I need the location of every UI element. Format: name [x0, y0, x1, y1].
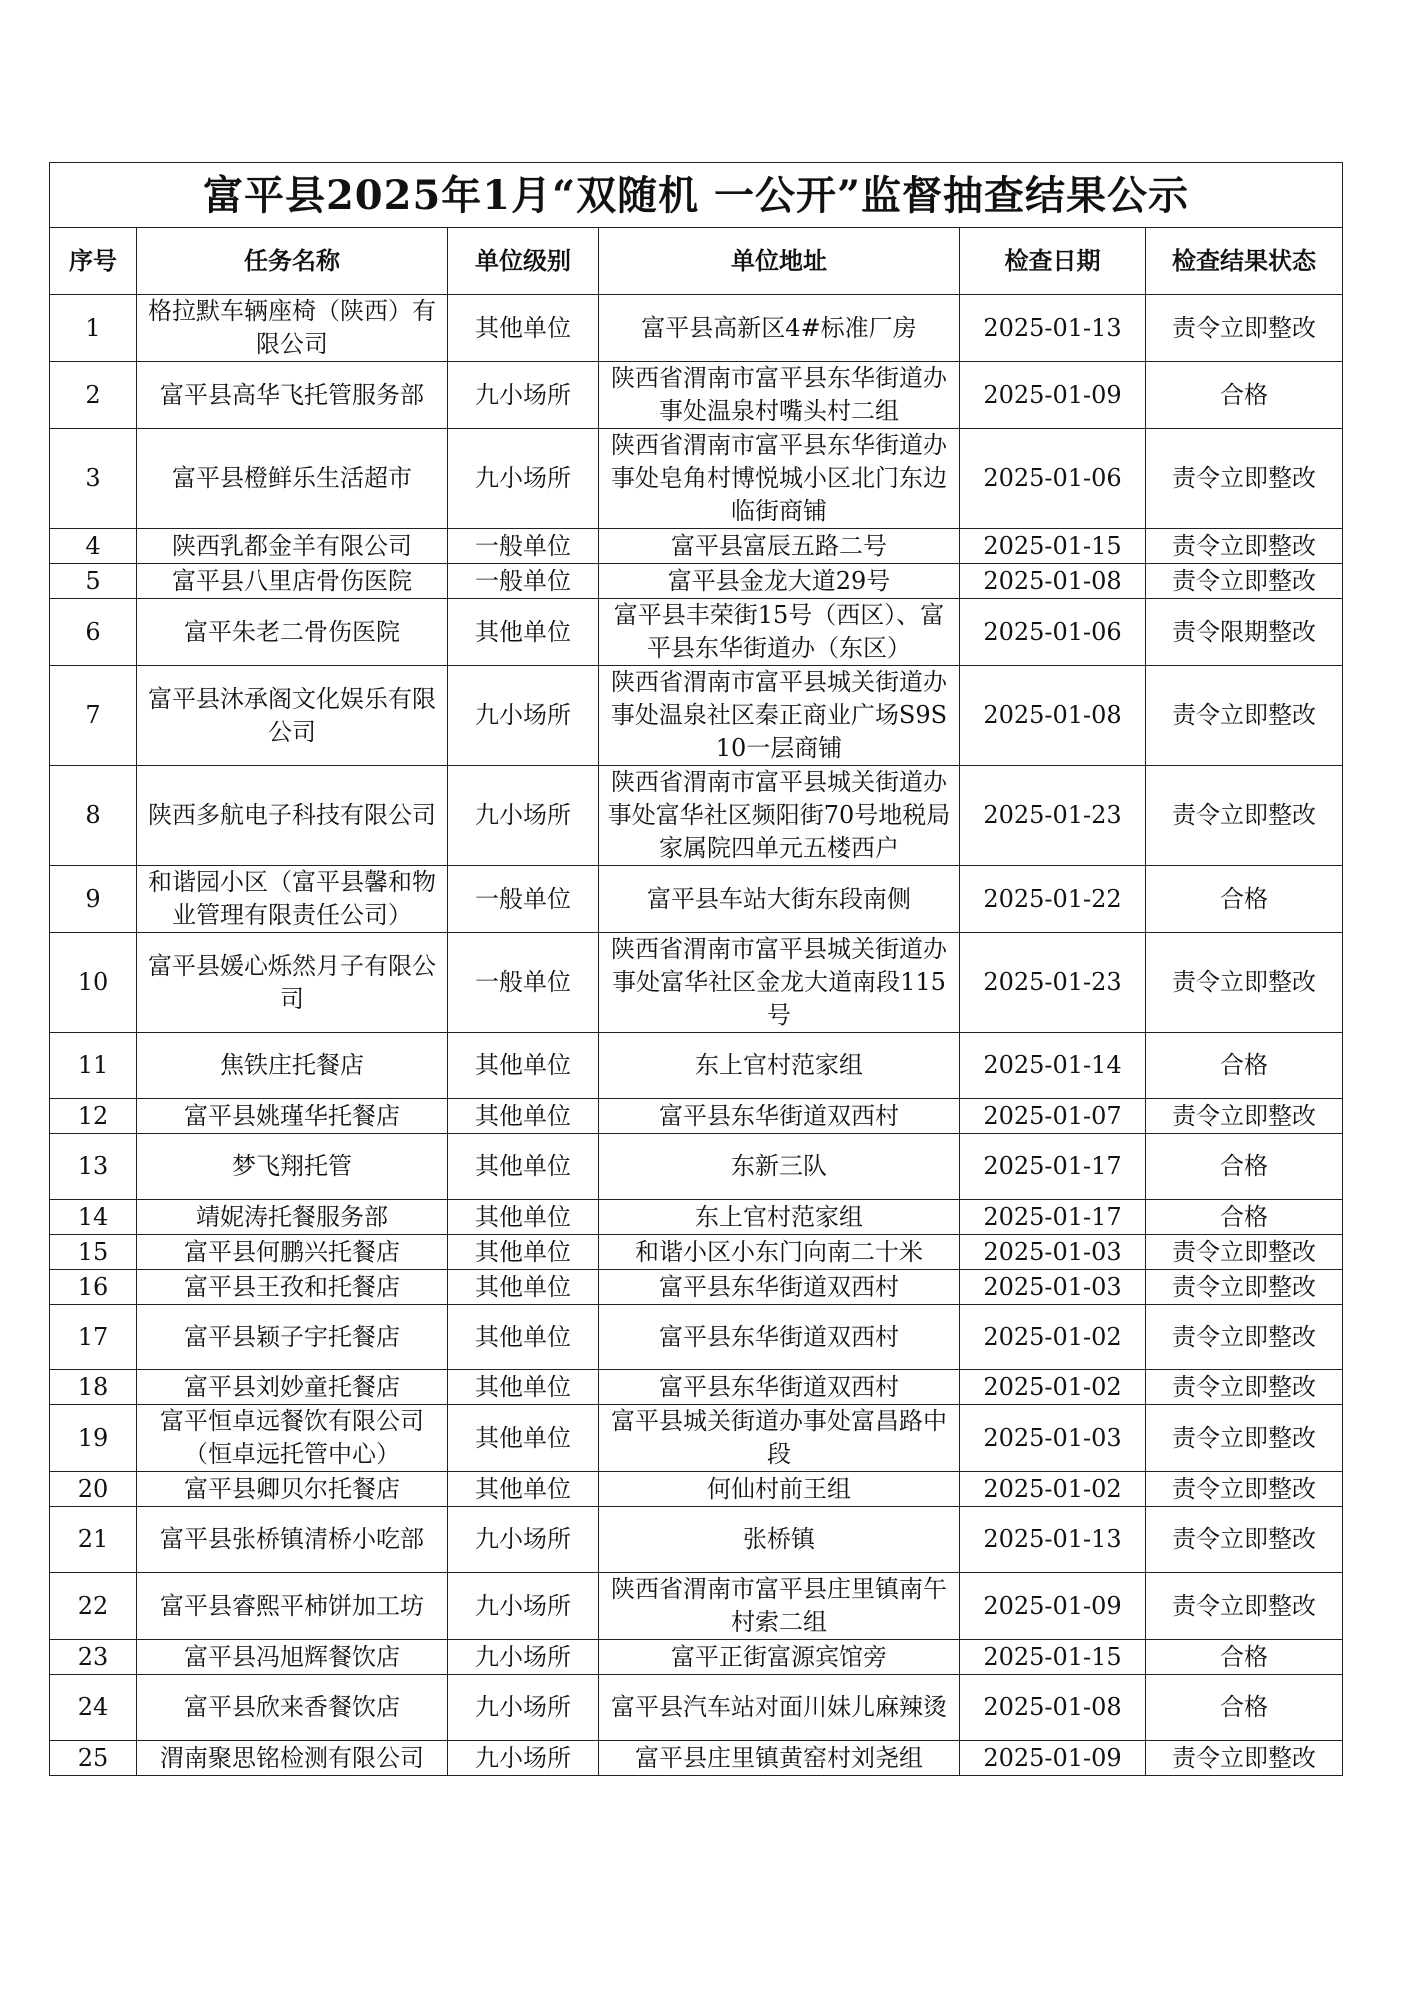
- cell-serial: 4: [50, 529, 137, 564]
- cell-inspection-date: 2025-01-03: [960, 1270, 1146, 1305]
- cell-unit-address: 陕西省渭南市富平县东华街道办事处皂角村博悦城小区北门东边临街商铺: [599, 429, 960, 529]
- cell-task-name: 和谐园小区（富平县馨和物业管理有限责任公司）: [137, 866, 448, 933]
- cell-task-name: 富平县卿贝尔托餐店: [137, 1472, 448, 1507]
- cell-unit-level: 九小场所: [448, 766, 599, 866]
- cell-result-status: 责令立即整改: [1146, 564, 1343, 599]
- cell-unit-address: 何仙村前王组: [599, 1472, 960, 1507]
- cell-result-status: 合格: [1146, 866, 1343, 933]
- cell-inspection-date: 2025-01-17: [960, 1200, 1146, 1235]
- cell-unit-address: 陕西省渭南市富平县东华街道办事处温泉村嘴头村二组: [599, 362, 960, 429]
- cell-serial: 5: [50, 564, 137, 599]
- cell-unit-address: 富平县东华街道双西村: [599, 1270, 960, 1305]
- cell-result-status: 合格: [1146, 1640, 1343, 1675]
- column-header-serial: 序号: [50, 228, 137, 295]
- cell-unit-address: 陕西省渭南市富平县城关街道办事处温泉社区秦正商业广场S9S10一层商铺: [599, 666, 960, 766]
- cell-task-name: 富平县媛心烁然月子有限公司: [137, 933, 448, 1033]
- table-row: [50, 1099, 1343, 1134]
- cell-serial: 16: [50, 1270, 137, 1305]
- table-row: [50, 1235, 1343, 1270]
- table-row: [50, 1270, 1343, 1305]
- cell-serial: 24: [50, 1675, 137, 1741]
- table-row: [50, 564, 1343, 599]
- cell-serial: 22: [50, 1573, 137, 1640]
- table-row: [50, 1573, 1343, 1640]
- cell-serial: 23: [50, 1640, 137, 1675]
- cell-serial: 19: [50, 1405, 137, 1472]
- cell-unit-level: 一般单位: [448, 564, 599, 599]
- cell-inspection-date: 2025-01-02: [960, 1472, 1146, 1507]
- cell-serial: 7: [50, 666, 137, 766]
- cell-result-status: 责令立即整改: [1146, 1472, 1343, 1507]
- cell-inspection-date: 2025-01-09: [960, 1573, 1146, 1640]
- cell-result-status: 责令立即整改: [1146, 429, 1343, 529]
- table-row: [50, 1405, 1343, 1472]
- cell-unit-level: 九小场所: [448, 429, 599, 529]
- cell-task-name: 富平县睿熙平柿饼加工坊: [137, 1573, 448, 1640]
- cell-inspection-date: 2025-01-17: [960, 1134, 1146, 1200]
- table-row: [50, 933, 1343, 1033]
- cell-inspection-date: 2025-01-23: [960, 933, 1146, 1033]
- inspection-results-table: [49, 162, 1343, 1776]
- cell-inspection-date: 2025-01-15: [960, 529, 1146, 564]
- cell-task-name: 陕西多航电子科技有限公司: [137, 766, 448, 866]
- cell-task-name: 富平县欣来香餐饮店: [137, 1675, 448, 1741]
- cell-task-name: 焦铁庄托餐店: [137, 1033, 448, 1099]
- cell-inspection-date: 2025-01-06: [960, 429, 1146, 529]
- table-row: [50, 295, 1343, 362]
- cell-result-status: 合格: [1146, 1033, 1343, 1099]
- cell-result-status: 责令立即整改: [1146, 1507, 1343, 1573]
- cell-unit-level: 其他单位: [448, 1405, 599, 1472]
- cell-unit-level: 其他单位: [448, 1270, 599, 1305]
- cell-task-name: 富平县橙鲜乐生活超市: [137, 429, 448, 529]
- table-row: [50, 1472, 1343, 1507]
- cell-unit-address: 富平县车站大街东段南侧: [599, 866, 960, 933]
- cell-unit-level: 九小场所: [448, 1507, 599, 1573]
- table-row: [50, 1305, 1343, 1370]
- column-header-task-name: 任务名称: [137, 228, 448, 295]
- cell-task-name: 富平县姚瑾华托餐店: [137, 1099, 448, 1134]
- cell-unit-level: 其他单位: [448, 1134, 599, 1200]
- table-row: [50, 666, 1343, 766]
- cell-result-status: 责令立即整改: [1146, 766, 1343, 866]
- cell-task-name: 富平县沐承阁文化娱乐有限公司: [137, 666, 448, 766]
- table-row: [50, 529, 1343, 564]
- cell-inspection-date: 2025-01-02: [960, 1305, 1146, 1370]
- cell-result-status: 责令立即整改: [1146, 1370, 1343, 1405]
- cell-unit-level: 其他单位: [448, 599, 599, 666]
- cell-serial: 18: [50, 1370, 137, 1405]
- cell-unit-address: 陕西省渭南市富平县城关街道办事处富华社区频阳街70号地税局家属院四单元五楼西户: [599, 766, 960, 866]
- table-row: [50, 1033, 1343, 1099]
- cell-unit-level: 其他单位: [448, 1370, 599, 1405]
- cell-task-name: 富平县冯旭辉餐饮店: [137, 1640, 448, 1675]
- table-row: [50, 1640, 1343, 1675]
- cell-unit-level: 其他单位: [448, 1235, 599, 1270]
- cell-result-status: 责令立即整改: [1146, 933, 1343, 1033]
- table-row: [50, 362, 1343, 429]
- cell-task-name: 富平恒卓远餐饮有限公司（恒卓远托管中心）: [137, 1405, 448, 1472]
- cell-unit-address: 东新三队: [599, 1134, 960, 1200]
- cell-task-name: 富平县高华飞托管服务部: [137, 362, 448, 429]
- cell-inspection-date: 2025-01-09: [960, 1741, 1146, 1776]
- cell-inspection-date: 2025-01-13: [960, 295, 1146, 362]
- cell-unit-address: 富平县城关街道办事处富昌路中段: [599, 1405, 960, 1472]
- cell-result-status: 责令立即整改: [1146, 1235, 1343, 1270]
- cell-result-status: 责令立即整改: [1146, 1099, 1343, 1134]
- cell-unit-address: 富平县高新区4#标准厂房: [599, 295, 960, 362]
- cell-serial: 2: [50, 362, 137, 429]
- cell-serial: 3: [50, 429, 137, 529]
- cell-serial: 15: [50, 1235, 137, 1270]
- cell-unit-level: 九小场所: [448, 1675, 599, 1741]
- cell-unit-level: 其他单位: [448, 295, 599, 362]
- cell-unit-address: 东上官村范家组: [599, 1200, 960, 1235]
- cell-unit-level: 九小场所: [448, 1640, 599, 1675]
- cell-task-name: 格拉默车辆座椅（陕西）有限公司: [137, 295, 448, 362]
- cell-inspection-date: 2025-01-15: [960, 1640, 1146, 1675]
- column-header-unit-address: 单位地址: [599, 228, 960, 295]
- cell-unit-address: 张桥镇: [599, 1507, 960, 1573]
- cell-result-status: 责令立即整改: [1146, 529, 1343, 564]
- cell-task-name: 富平县张桥镇清桥小吃部: [137, 1507, 448, 1573]
- cell-serial: 21: [50, 1507, 137, 1573]
- cell-serial: 25: [50, 1741, 137, 1776]
- cell-inspection-date: 2025-01-02: [960, 1370, 1146, 1405]
- table-row: [50, 1200, 1343, 1235]
- cell-task-name: 陕西乳都金羊有限公司: [137, 529, 448, 564]
- table-row: [50, 866, 1343, 933]
- cell-serial: 10: [50, 933, 137, 1033]
- cell-inspection-date: 2025-01-22: [960, 866, 1146, 933]
- cell-result-status: 责令立即整改: [1146, 666, 1343, 766]
- cell-inspection-date: 2025-01-13: [960, 1507, 1146, 1573]
- cell-inspection-date: 2025-01-08: [960, 1675, 1146, 1741]
- cell-unit-level: 其他单位: [448, 1033, 599, 1099]
- cell-result-status: 合格: [1146, 1134, 1343, 1200]
- cell-unit-address: 东上官村范家组: [599, 1033, 960, 1099]
- cell-inspection-date: 2025-01-09: [960, 362, 1146, 429]
- cell-result-status: 合格: [1146, 1675, 1343, 1741]
- cell-serial: 20: [50, 1472, 137, 1507]
- cell-unit-address: 富平县东华街道双西村: [599, 1099, 960, 1134]
- cell-unit-level: 九小场所: [448, 666, 599, 766]
- cell-task-name: 富平县颖子宇托餐店: [137, 1305, 448, 1370]
- cell-serial: 17: [50, 1305, 137, 1370]
- cell-inspection-date: 2025-01-14: [960, 1033, 1146, 1099]
- cell-unit-level: 一般单位: [448, 529, 599, 564]
- cell-inspection-date: 2025-01-06: [960, 599, 1146, 666]
- table-row: [50, 1134, 1343, 1200]
- cell-serial: 12: [50, 1099, 137, 1134]
- cell-inspection-date: 2025-01-23: [960, 766, 1146, 866]
- cell-unit-level: 一般单位: [448, 866, 599, 933]
- cell-unit-address: 富平正街富源宾馆旁: [599, 1640, 960, 1675]
- cell-unit-level: 其他单位: [448, 1099, 599, 1134]
- cell-serial: 13: [50, 1134, 137, 1200]
- cell-inspection-date: 2025-01-03: [960, 1235, 1146, 1270]
- cell-result-status: 责令立即整改: [1146, 1573, 1343, 1640]
- cell-task-name: 富平县王孜和托餐店: [137, 1270, 448, 1305]
- table-row: [50, 1675, 1343, 1741]
- cell-unit-address: 富平县东华街道双西村: [599, 1370, 960, 1405]
- page-title: 富平县2025年1月“双随机 一公开”监督抽查结果公示: [50, 163, 1343, 228]
- cell-unit-address: 富平县金龙大道29号: [599, 564, 960, 599]
- cell-unit-level: 九小场所: [448, 1573, 599, 1640]
- cell-result-status: 责令立即整改: [1146, 1305, 1343, 1370]
- cell-unit-level: 九小场所: [448, 1741, 599, 1776]
- cell-unit-level: 九小场所: [448, 362, 599, 429]
- cell-unit-address: 富平县东华街道双西村: [599, 1305, 960, 1370]
- cell-serial: 1: [50, 295, 137, 362]
- cell-result-status: 合格: [1146, 1200, 1343, 1235]
- table-row: [50, 1507, 1343, 1573]
- cell-task-name: 富平县八里店骨伤医院: [137, 564, 448, 599]
- cell-unit-address: 和谐小区小东门向南二十米: [599, 1235, 960, 1270]
- cell-unit-address: 陕西省渭南市富平县城关街道办事处富华社区金龙大道南段115号: [599, 933, 960, 1033]
- cell-task-name: 富平朱老二骨伤医院: [137, 599, 448, 666]
- table-row: [50, 599, 1343, 666]
- cell-result-status: 责令立即整改: [1146, 1741, 1343, 1776]
- cell-unit-level: 其他单位: [448, 1472, 599, 1507]
- column-header-result-status: 检查结果状态: [1146, 228, 1343, 295]
- cell-unit-address: 富平县庄里镇黄窑村刘尧组: [599, 1741, 960, 1776]
- cell-task-name: 渭南聚思铭检测有限公司: [137, 1741, 448, 1776]
- cell-result-status: 责令立即整改: [1146, 1405, 1343, 1472]
- table-row: [50, 766, 1343, 866]
- table-row: [50, 1370, 1343, 1405]
- cell-unit-address: 富平县汽车站对面川妹儿麻辣烫: [599, 1675, 960, 1741]
- cell-task-name: 靖妮涛托餐服务部: [137, 1200, 448, 1235]
- cell-inspection-date: 2025-01-07: [960, 1099, 1146, 1134]
- cell-serial: 11: [50, 1033, 137, 1099]
- cell-serial: 6: [50, 599, 137, 666]
- cell-result-status: 合格: [1146, 362, 1343, 429]
- cell-result-status: 责令立即整改: [1146, 1270, 1343, 1305]
- cell-task-name: 富平县刘妙童托餐店: [137, 1370, 448, 1405]
- cell-result-status: 责令限期整改: [1146, 599, 1343, 666]
- cell-serial: 9: [50, 866, 137, 933]
- table-row: [50, 429, 1343, 529]
- column-header-inspection-date: 检查日期: [960, 228, 1146, 295]
- cell-unit-address: 富平县富辰五路二号: [599, 529, 960, 564]
- column-header-unit-level: 单位级别: [448, 228, 599, 295]
- cell-unit-level: 其他单位: [448, 1305, 599, 1370]
- cell-inspection-date: 2025-01-08: [960, 564, 1146, 599]
- cell-unit-address: 陕西省渭南市富平县庄里镇南午村索二组: [599, 1573, 960, 1640]
- table-row: [50, 1741, 1343, 1776]
- cell-serial: 14: [50, 1200, 137, 1235]
- cell-unit-level: 一般单位: [448, 933, 599, 1033]
- cell-unit-level: 其他单位: [448, 1200, 599, 1235]
- cell-task-name: 梦飞翔托管: [137, 1134, 448, 1200]
- cell-result-status: 责令立即整改: [1146, 295, 1343, 362]
- cell-inspection-date: 2025-01-03: [960, 1405, 1146, 1472]
- cell-unit-address: 富平县丰荣街15号（西区）、富平县东华街道办（东区）: [599, 599, 960, 666]
- cell-task-name: 富平县何鹏兴托餐店: [137, 1235, 448, 1270]
- cell-serial: 8: [50, 766, 137, 866]
- cell-inspection-date: 2025-01-08: [960, 666, 1146, 766]
